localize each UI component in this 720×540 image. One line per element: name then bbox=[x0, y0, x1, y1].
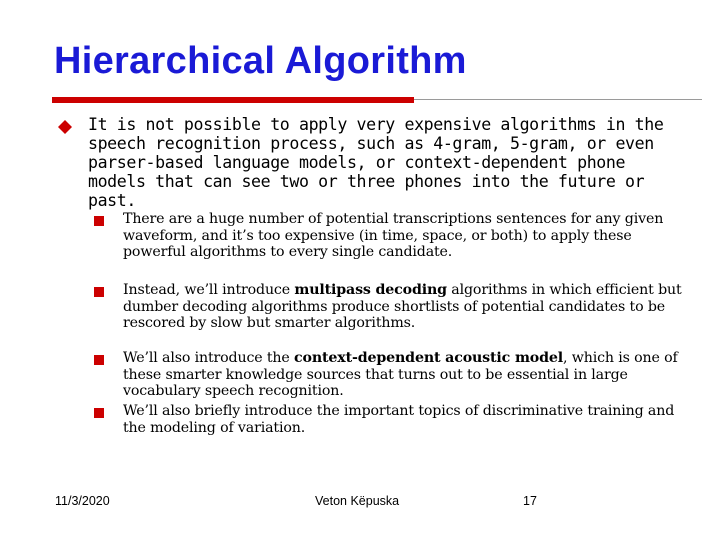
footer-author: Veton Këpuska bbox=[315, 494, 400, 508]
footer-date: 11/3/2020 bbox=[55, 494, 110, 508]
sub-bullet-text bbox=[123, 350, 683, 400]
sub-bullet-text-part: , which is one of these smarter knowledge sources that turns out to be essential in large vocabulary speech recognition. bbox=[123, 350, 678, 399]
slide-title: Hierarchical Algorithm bbox=[54, 40, 467, 82]
square-icon bbox=[94, 408, 104, 418]
diamond-icon bbox=[58, 120, 72, 134]
sub-bullet-text bbox=[123, 282, 683, 332]
sub-bullet-text-part: algorithms in which efficient but dumber decoding algorithms produce shortlists of potential candidates to be rescored by slow but smarter algorithms. bbox=[123, 282, 682, 331]
square-icon bbox=[94, 287, 104, 297]
square-icon bbox=[94, 355, 104, 365]
square-icon bbox=[94, 216, 104, 226]
sub-bullet-text: There are a huge number of potential transcriptions sentences for any given waveform, and it’s too expensive (in time, space, or both) to apply these powerful algorithms to every single candidate. bbox=[123, 211, 664, 260]
title-accent-bar bbox=[52, 97, 414, 103]
footer-page-number: 17 bbox=[523, 494, 537, 508]
sub-bullet-bold-term: multipass decoding bbox=[294, 282, 447, 298]
main-bullet-text: It is not possible to apply very expensive algorithms in the speech recognition process, such as 4-gram, 5-gram, or even parser-based language models, or context-dependent phone models that can see two or three phones into the future or past. bbox=[88, 115, 664, 210]
sub-bullet-bold-term: context-dependent acoustic model bbox=[294, 350, 564, 366]
sub-bullet-text-part: We’ll also introduce the bbox=[123, 350, 295, 366]
sub-bullet-text-part: Instead, we’ll introduce bbox=[123, 282, 295, 298]
title-divider-line bbox=[414, 99, 702, 100]
sub-bullet-text: We’ll also briefly introduce the important topics of discriminative training and the modeling of variation. bbox=[123, 403, 675, 436]
